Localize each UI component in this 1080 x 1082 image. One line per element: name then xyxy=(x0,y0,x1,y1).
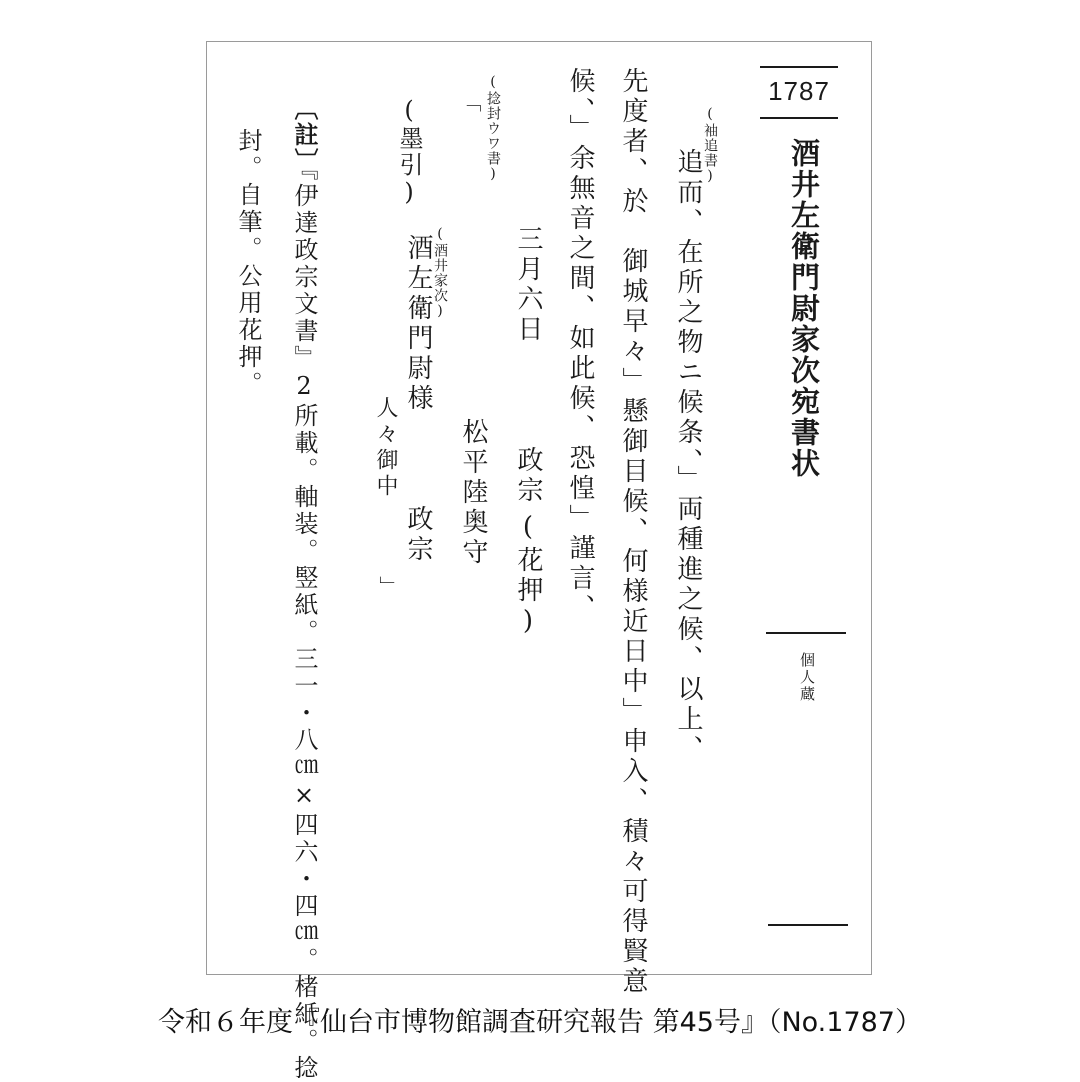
sender-name: 政宗 xyxy=(513,446,543,506)
collection-rule-top xyxy=(766,632,846,634)
collection-rule-bottom xyxy=(768,924,848,926)
gloss-sleeve-postscript: (袖追書) xyxy=(702,106,718,185)
wrapper-note-label: (捻封ウワ書) xyxy=(485,74,501,183)
header-rule-top xyxy=(760,66,838,68)
ink-seal-label: (墨引) xyxy=(395,96,423,208)
sender-seal: (花押) xyxy=(513,512,543,640)
gloss-sakai-ietsugu: (酒井家次) xyxy=(432,226,448,320)
closing-bracket: 」 xyxy=(376,576,400,600)
text-line-1: 追而、在所之物ニ候条、」両種進之候、以上、 xyxy=(673,148,703,765)
note-line-2: 封。自筆。公用花押。 xyxy=(234,128,262,398)
document-number: 1787 xyxy=(768,76,830,106)
document-title: 酒井左衛門尉家次宛書状 xyxy=(787,138,821,479)
letter-date: 三月六日 xyxy=(513,225,543,345)
text-line-2: 先度者、於 御城早々」懸御目候、何様近日中」申入、積々可得賢意 xyxy=(618,67,648,997)
wrapper-open-bracket: 「 xyxy=(458,92,482,116)
collection-label: 個人蔵 xyxy=(798,652,816,703)
source-caption: 令和６年度『仙台市博物館調査研究報告 第45号』（No.1787） xyxy=(158,1007,922,1038)
header-rule-bottom xyxy=(760,117,838,119)
sender-title: 松平陸奥守 xyxy=(458,418,488,568)
sender-name-wrapper: 政宗 xyxy=(403,505,433,565)
text-line-3: 候、」余無音之間、如此候、恐惶」謹言、 xyxy=(565,67,595,624)
note-line-1: 『伊達政宗文書』2所載。軸装。竪紙。三一・八㎝×四六・四㎝。楮紙。捻 xyxy=(290,156,318,1082)
addressee-honorific: 人々御中 xyxy=(373,396,398,500)
addressee-name: 酒左衛門尉様 xyxy=(403,234,433,414)
note-label: 〔註〕 xyxy=(290,96,319,174)
